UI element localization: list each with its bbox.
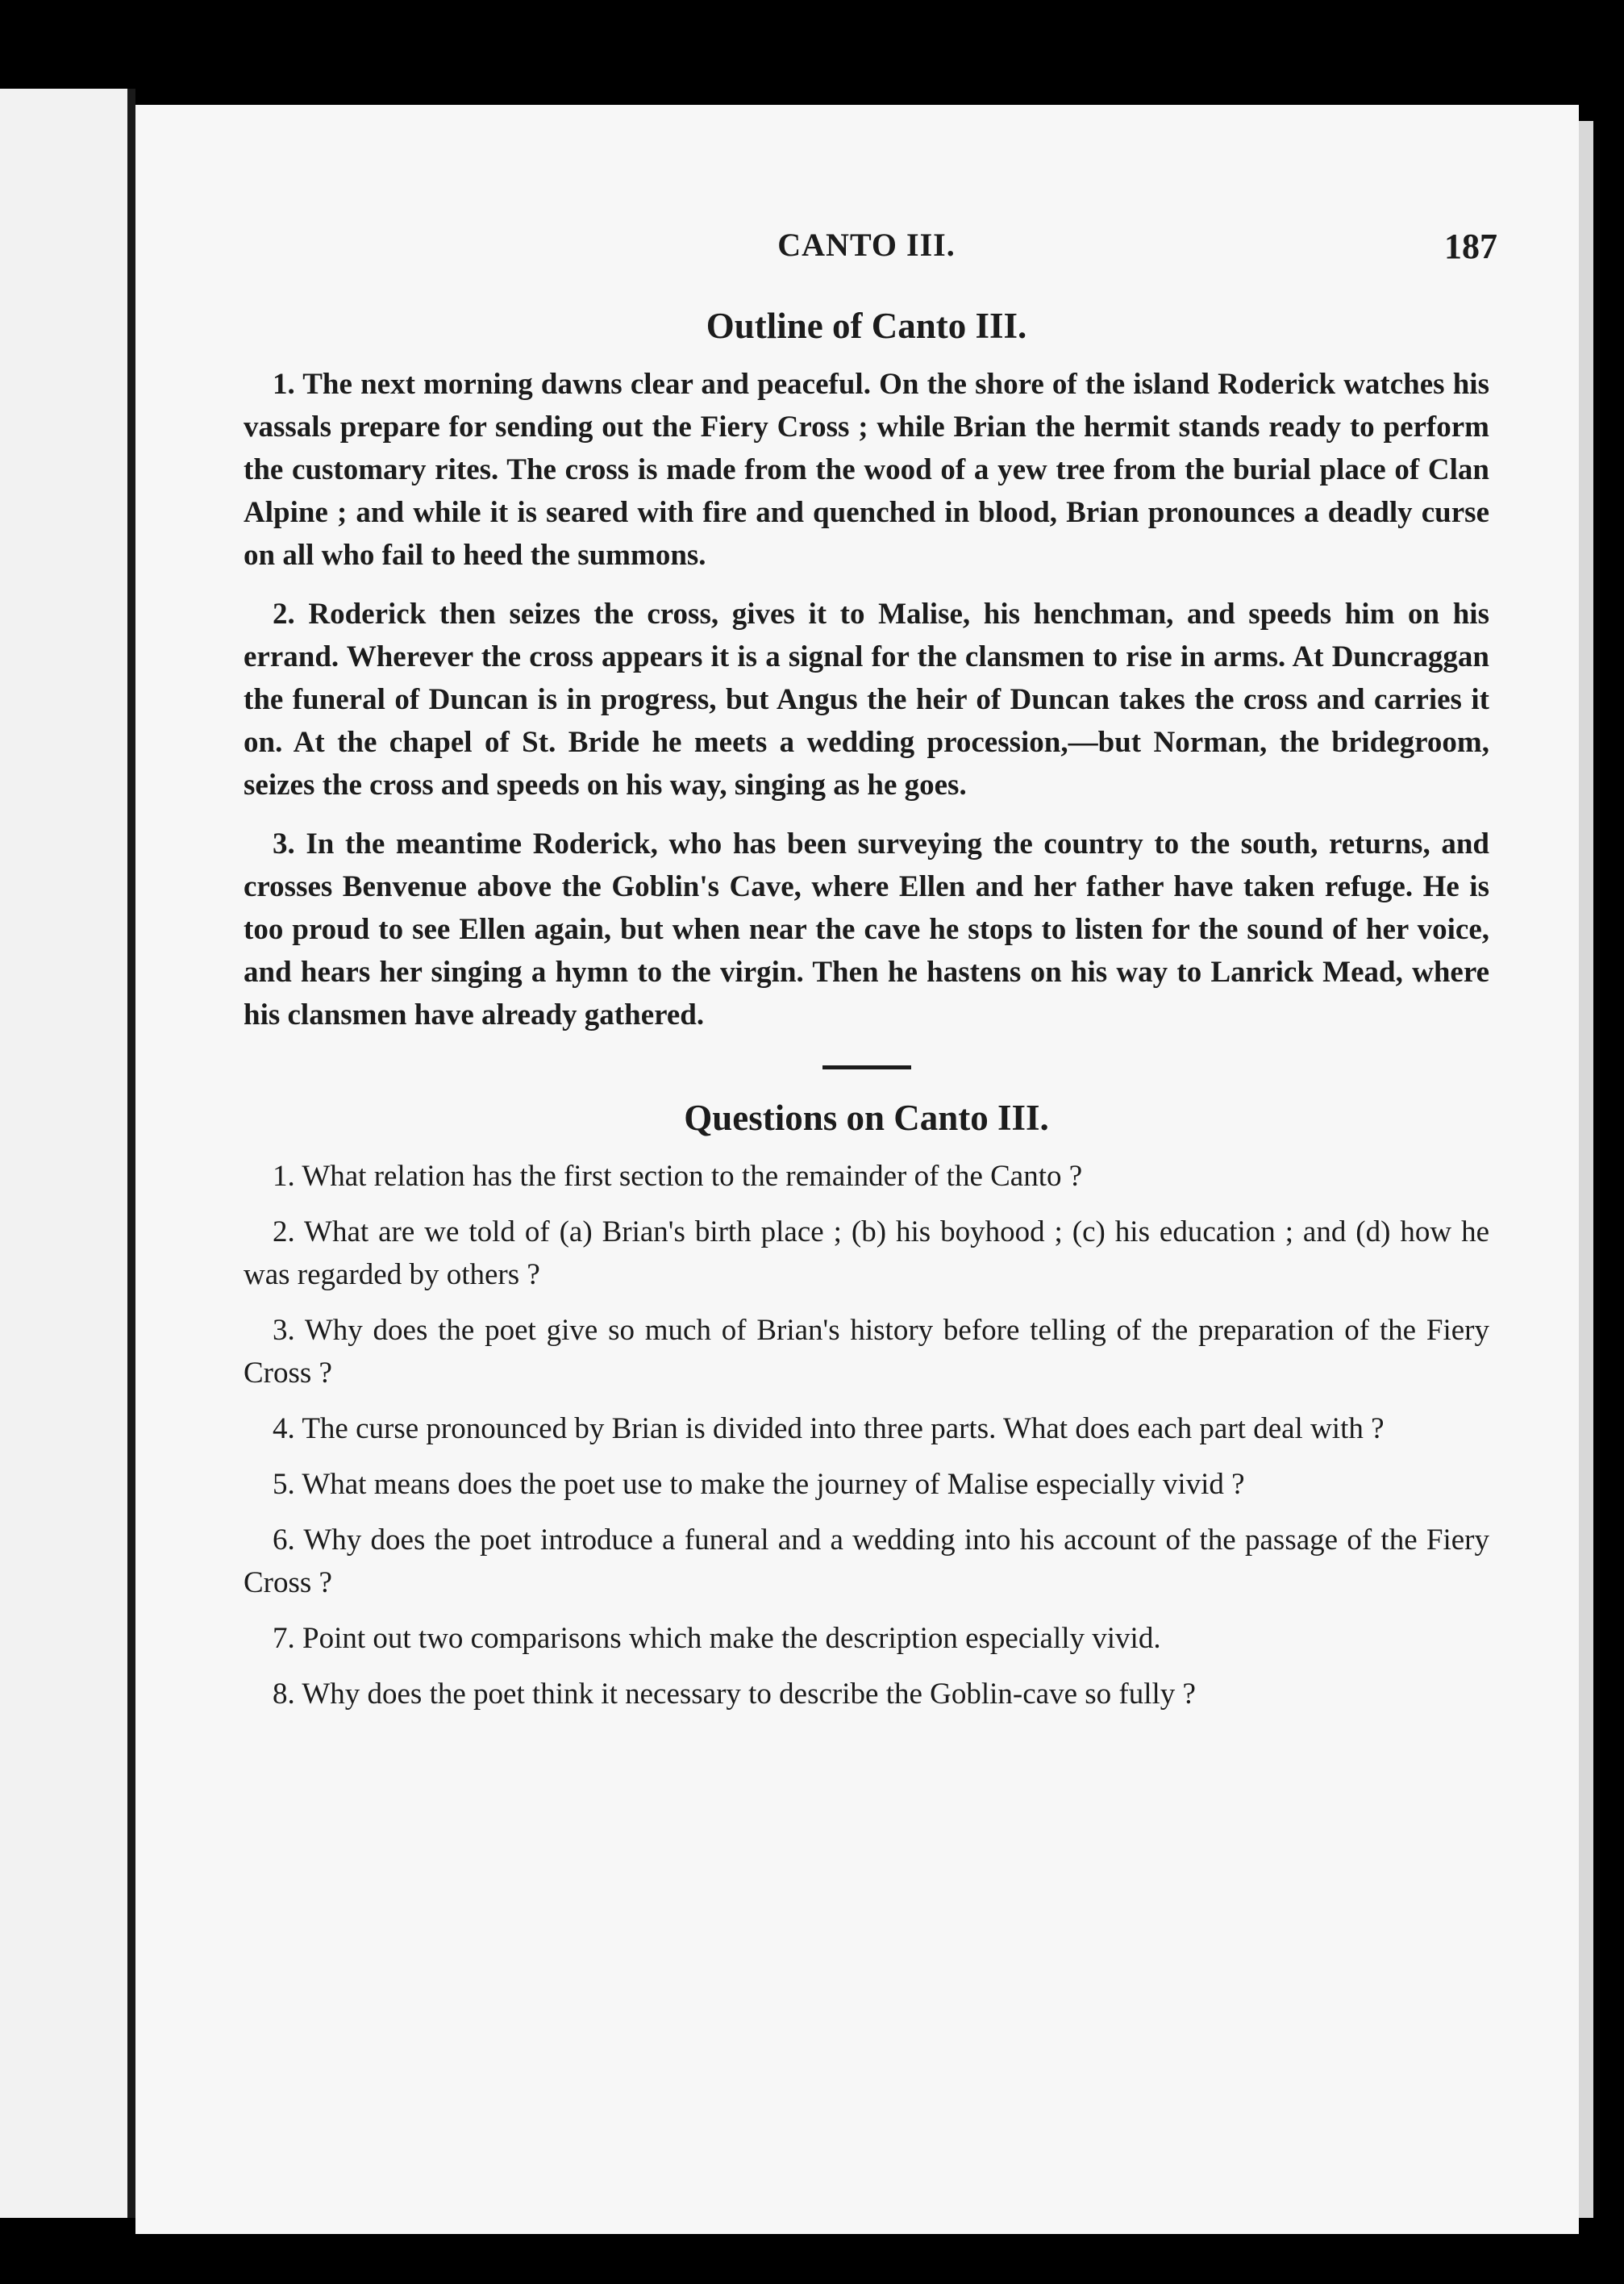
book-gutter	[127, 89, 135, 2218]
question-7: 7. Point out two comparisons which make the description especially vivid.	[273, 1622, 1161, 1655]
questions-section	[244, 1097, 1489, 1715]
page-content	[244, 226, 1497, 1728]
page-number: 187	[1444, 227, 1497, 266]
question-2: 2. What are we told of (a) Brian's birth place ; (b) his boyhood ; (c) his education ; and (d) how he was regarded by others ?	[244, 1215, 1489, 1291]
section-divider	[822, 1065, 911, 1069]
running-head	[244, 226, 1497, 290]
question-4: 4. The curse pronounced by Brian is divided into three parts. What does each part deal with ?	[273, 1412, 1385, 1445]
questions-heading: Questions on Canto III.	[684, 1098, 1049, 1138]
outline-paragraph-3: 3. In the meantime Roderick, who has been surveying the country to the south, returns, and crosses Benvenue above the Goblin's Cave, where Ellen and her father have taken refuge. He is too proud to see Ellen again, but when near the cave he stops to listen for the sound of her voice, and hears her singing a hymn to the virgin. Then he hastens on his way to Lanrick Mead, where his clansmen have already gathered.	[244, 827, 1489, 1032]
question-1: 1. What relation has the first section to the remainder of the Canto ?	[273, 1160, 1083, 1193]
facing-page-edge	[0, 89, 129, 2218]
question-5: 5. What means does the poet use to make the journey of Malise especially vivid ?	[273, 1468, 1245, 1501]
outline-section	[244, 305, 1489, 1036]
running-title: CANTO III.	[777, 227, 956, 263]
book-page	[135, 105, 1579, 2234]
question-6: 6. Why does the poet introduce a funeral and a wedding into his account of the passage of the Fiery Cross ?	[244, 1523, 1489, 1599]
question-3: 3. Why does the poet give so much of Brian's history before telling of the preparation of the Fiery Cross ?	[244, 1314, 1489, 1390]
outline-heading: Outline of Canto III.	[706, 306, 1027, 346]
outline-paragraph-1: 1. The next morning dawns clear and peaceful. On the shore of the island Roderick watches his vassals prepare for sending out the Fiery Cross ; while Brian the hermit stands ready to perform the customary rites. The cross is made from the wood of a yew tree from the burial place of Clan Alpine ; and while it is seared with fire and quenched in blood, Brian pronounces a deadly curse on all who fail to heed the summons.	[244, 368, 1489, 572]
outline-paragraph-2: 2. Roderick then seizes the cross, gives it to Malise, his henchman, and speeds him on his errand. Wherever the cross appears it is a signal for the clansmen to rise in arms. At Duncraggan the funeral of Duncan is in progress, but Angus the heir of Duncan takes the cross and carries it on. At the chapel of St. Bride he meets a wedding procession,—but Norman, the bridegroom, seizes the cross and speeds on his way, singing as he goes.	[244, 598, 1489, 802]
question-8: 8. Why does the poet think it necessary to describe the Goblin-cave so fully ?	[273, 1678, 1196, 1711]
page-stack-edge	[1579, 121, 1593, 2218]
